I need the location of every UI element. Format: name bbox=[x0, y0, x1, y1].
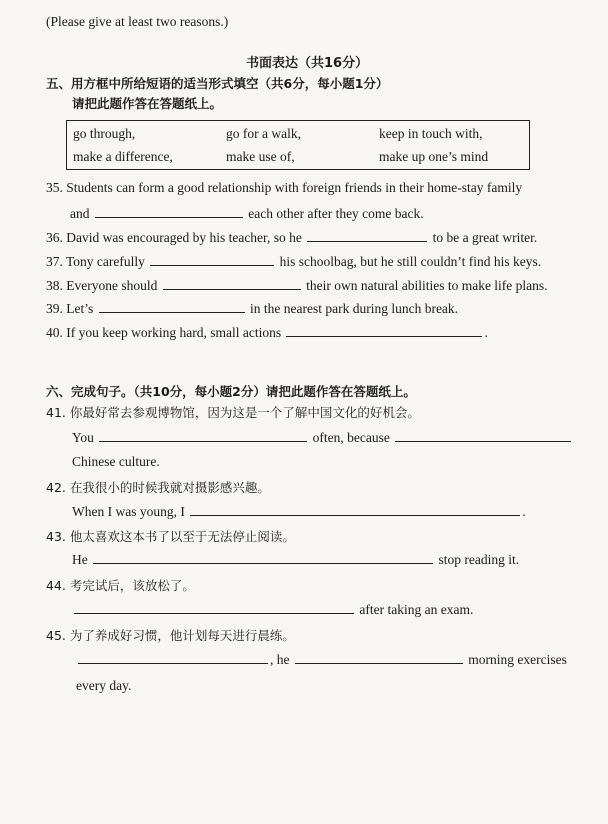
q39-post: in the nearest park during lunch break. bbox=[250, 301, 459, 316]
answer-blank-41b[interactable] bbox=[395, 429, 571, 442]
question-38 bbox=[46, 277, 548, 294]
question-37 bbox=[46, 253, 541, 270]
question-43-prompt: 43. 他太喜欢这本书了以至于无法停止阅读。 bbox=[46, 529, 295, 544]
phrase-go-through: go through, bbox=[73, 126, 136, 141]
q35-pre: and bbox=[70, 206, 90, 221]
answer-blank-42[interactable] bbox=[190, 503, 520, 516]
answer-blank-40[interactable] bbox=[286, 324, 482, 337]
phrase-go-for-a-walk: go for a walk, bbox=[226, 126, 301, 141]
answer-blank-38[interactable] bbox=[163, 277, 301, 290]
phrase-make-use-of: make use of, bbox=[226, 149, 295, 164]
q42-pre: When I was young, I bbox=[72, 504, 185, 519]
q37-pre: 37. Tony carefully bbox=[46, 254, 145, 269]
q38-pre: 38. Everyone should bbox=[46, 278, 158, 293]
question-40 bbox=[46, 324, 488, 341]
q43-post: stop reading it. bbox=[438, 552, 520, 567]
q35-post: each other after they come back. bbox=[248, 206, 424, 221]
answer-blank-44[interactable] bbox=[74, 601, 354, 614]
section-title: 书面表达（共16分） bbox=[246, 56, 369, 71]
q45-he: , he bbox=[270, 652, 290, 667]
question-36 bbox=[46, 229, 537, 246]
q45-end: every day. bbox=[76, 678, 132, 693]
q45-post: morning exercises bbox=[468, 652, 567, 667]
q40-post: . bbox=[484, 325, 488, 340]
q37-post: his schoolbag, but he still couldn’t find his keys. bbox=[279, 254, 542, 269]
q41-end: Chinese culture. bbox=[72, 454, 160, 469]
q43-he: He bbox=[72, 552, 88, 567]
answer-blank-45b[interactable] bbox=[295, 651, 463, 664]
q41-often: often, because bbox=[312, 430, 390, 445]
q44-post: after taking an exam. bbox=[359, 602, 474, 617]
part5-instruction: 请把此题作答在答题纸上。 bbox=[72, 96, 223, 111]
intro-note: (Please give at least two reasons.) bbox=[46, 14, 229, 29]
question-44-prompt: 44. 考完试后，该放松了。 bbox=[46, 578, 195, 593]
q40-pre: 40. If you keep working hard, small actions bbox=[46, 325, 282, 340]
q42-post: . bbox=[522, 504, 526, 519]
question-35-line2 bbox=[70, 205, 424, 222]
part5-heading: 五、用方框中所给短语的适当形式填空（共6分，每小题1分） bbox=[46, 76, 389, 91]
q38-post: their own natural abilities to make life plans. bbox=[306, 278, 548, 293]
question-45-prompt: 45. 为了养成好习惯，他计划每天进行晨练。 bbox=[46, 628, 295, 643]
answer-blank-35[interactable] bbox=[95, 205, 243, 218]
q36-post: to be a great writer. bbox=[432, 230, 538, 245]
phrase-keep-in-touch: keep in touch with, bbox=[379, 126, 483, 141]
q39-pre: 39. Let’s bbox=[46, 301, 94, 316]
phrase-box bbox=[66, 120, 530, 170]
question-45-answer bbox=[76, 651, 567, 668]
question-44-answer bbox=[72, 601, 473, 618]
answer-blank-39[interactable] bbox=[99, 300, 245, 313]
q36-pre: 36. David was encouraged by his teacher, so he bbox=[46, 230, 302, 245]
question-41-answer bbox=[72, 429, 573, 446]
answer-blank-43[interactable] bbox=[93, 551, 433, 564]
phrase-make-a-difference: make a difference, bbox=[73, 149, 173, 164]
question-42-answer bbox=[72, 503, 526, 520]
question-35-line1: 35. Students can form a good relationship with foreign friends in their home-stay family bbox=[46, 180, 523, 195]
question-43-answer bbox=[72, 551, 519, 568]
answer-blank-41a[interactable] bbox=[99, 429, 307, 442]
answer-blank-37[interactable] bbox=[150, 253, 274, 266]
question-39 bbox=[46, 300, 458, 317]
answer-blank-45a[interactable] bbox=[78, 651, 268, 664]
answer-blank-36[interactable] bbox=[307, 229, 427, 242]
q41-you: You bbox=[72, 430, 94, 445]
phrase-make-up-mind: make up one’s mind bbox=[379, 149, 489, 164]
part6-heading: 六、完成句子。（共10分，每小题2分）请把此题作答在答题纸上。 bbox=[46, 384, 416, 399]
question-42-prompt: 42. 在我很小的时候我就对摄影感兴趣。 bbox=[46, 480, 270, 495]
question-41-prompt: 41. 你最好常去参观博物馆，因为这是一个了解中国文化的好机会。 bbox=[46, 405, 420, 420]
